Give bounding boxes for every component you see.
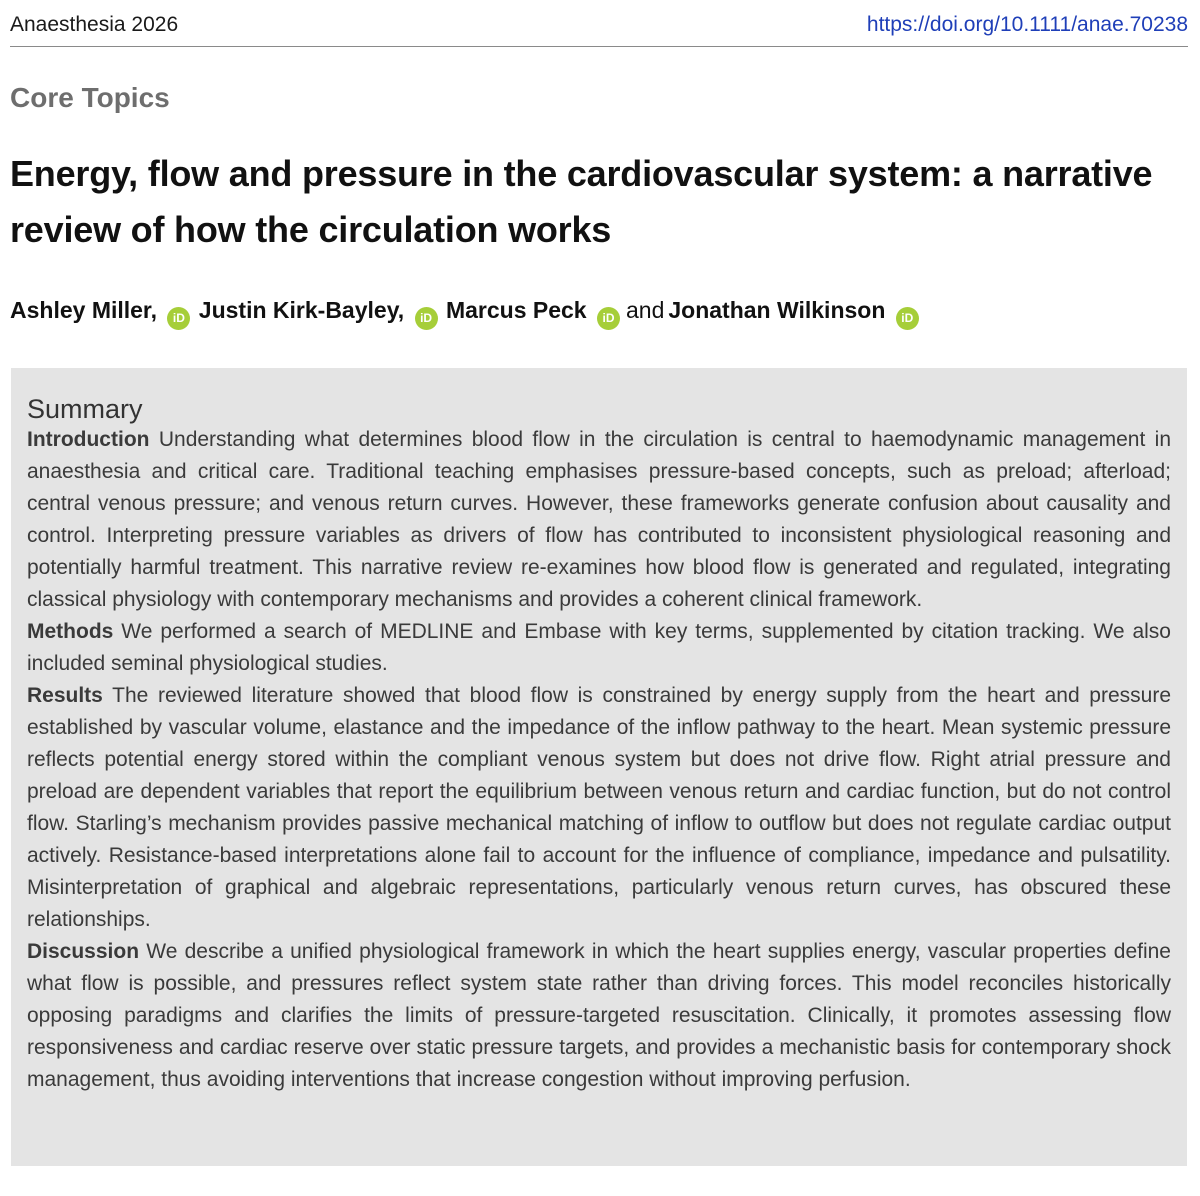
summary-heading: Summary xyxy=(27,394,143,424)
doi-link[interactable]: https://doi.org/10.1111/anae.70238 xyxy=(866,13,1188,36)
author-name: Ashley Miller, xyxy=(10,297,158,323)
summary-discussion xyxy=(27,936,1171,1096)
section-text-methods: We performed a search of MEDLINE and Embase with key terms, supplemented by citation tracking. We also included seminal physiological studies. xyxy=(27,620,1171,675)
section-label-methods: Methods xyxy=(27,620,114,643)
summary-results xyxy=(27,680,1171,936)
article-category: Core Topics xyxy=(10,82,170,113)
section-label-introduction: Introduction xyxy=(27,428,150,451)
summary-methods xyxy=(27,616,1171,680)
author-name: Marcus Peck xyxy=(445,297,587,323)
section-label-discussion: Discussion xyxy=(27,940,140,963)
orcid-icon[interactable]: iD xyxy=(167,307,190,330)
author-name: Jonathan Wilkinson xyxy=(668,297,886,323)
orcid-icon[interactable]: iD xyxy=(896,307,919,330)
orcid-icon[interactable]: iD xyxy=(597,307,620,330)
orcid-icon[interactable]: iD xyxy=(415,307,438,330)
summary-introduction xyxy=(27,424,1171,616)
author-name: Justin Kirk-Bayley, xyxy=(198,297,405,323)
summary-box xyxy=(11,368,1187,1166)
section-text-discussion: We describe a unified physiological framework in which the heart supplies energy, vascular properties define what flow is possible, and pressures reflect system state rather than driving forces. This model reconciles historically opposing paradigms and clarifies the limits of pressure-targeted resuscitation. Clinically, it promotes assessing flow responsiveness and cardiac reserve over static pressure targets, and provides a mechanistic basis for contemporary shock management, thus avoiding interventions that increase congestion without improving perfusion. xyxy=(27,940,1171,1091)
journal-name: Anaesthesia 2026 xyxy=(10,13,179,36)
section-text-introduction: Understanding what determines blood flow in the circulation is central to haemodynamic management in anaesthesia and critical care. Traditional teaching emphasises pressure-based concepts, such as preload; afterload; central venous pressure; and venous return curves. However, these frameworks generate confusion about causality and control. Interpreting pressure variables as drivers of flow has contributed to inconsistent physiological reasoning and potentially harmful treatment. This narrative review re-examines how blood flow is generated and regulated, integrating classical physiology with contemporary mechanisms and provides a coherent clinical framework. xyxy=(27,428,1171,611)
author-conjunction: and xyxy=(625,297,665,323)
section-label-results: Results xyxy=(27,684,103,707)
article-title: Energy, flow and pressure in the cardiovascular system: a narrative review of how the circulation works xyxy=(10,153,1153,250)
section-text-results: The reviewed literature showed that blood flow is constrained by energy supply from the heart and pressure established by vascular volume, elastance and the impedance of the inflow pathway to the heart. Mean systemic pressure reflects potential energy stored within the compliant venous system but does not drive flow. Right atrial pressure and preload are dependent variables that report the equilibrium between venous return and cardiac function, but do not control flow. Starling’s mechanism provides passive mechanical matching of inflow to outflow but does not regulate cardiac output actively. Resistance-based interpretations alone fail to account for the influence of compliance, impedance and pulsatility. Misinterpretation of graphical and algebraic representations, particularly venous return curves, has obscured these relationships. xyxy=(27,684,1171,931)
page-header xyxy=(10,0,1188,47)
author-list xyxy=(10,295,1190,330)
